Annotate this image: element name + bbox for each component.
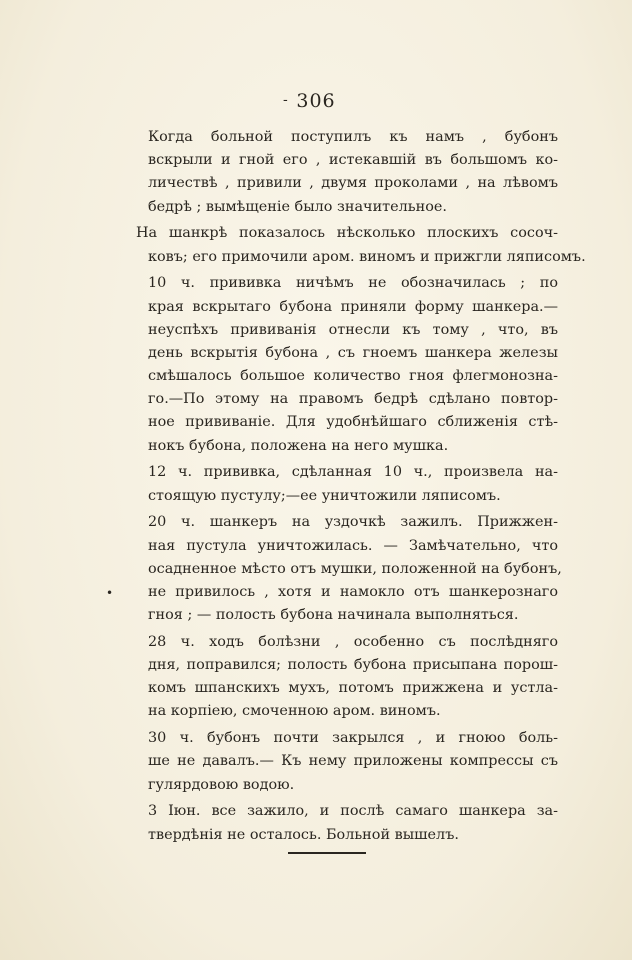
- header-mark: -: [283, 92, 289, 108]
- text-line: не привилось , хотя и намокло отъ шанкерознаго: [148, 583, 558, 600]
- text-line: 3 Іюн. все зажило, и послѣ самаго шанкера за-: [148, 803, 558, 820]
- text-line: гноя ; — полость бубона начинала выполняться.: [148, 607, 519, 624]
- text-line: неуспѣхъ прививанія отнесли къ тому , что, въ: [148, 321, 558, 338]
- text-line: стоящую пустулу;—ее уничтожили ляписомъ.: [148, 487, 501, 504]
- text-line: день вскрытія бубона , съ гноемъ шанкера железы: [148, 344, 558, 361]
- end-rule: [288, 852, 366, 854]
- text-line: На шанкрѣ показалось нѣсколько плоскихъ сосоч-: [136, 225, 558, 242]
- text-line: края вскрытаго бубона приняли форму шанкера.—: [148, 298, 558, 315]
- text-line: 20 ч. шанкеръ на уздочкѣ зажилъ. Прижжен-: [148, 514, 558, 531]
- text-line: комъ шпанскихъ мухъ, потомъ прижжена и устла-: [148, 680, 558, 697]
- paragraph: [148, 727, 558, 797]
- paragraph: [136, 222, 586, 268]
- text-line: ная пустула уничтожилась. — Замѣчательно, что: [148, 537, 558, 554]
- paragraph: [148, 272, 558, 458]
- text-line: ное прививаніе. Для удобнѣйшаго сближенія стѣ-: [148, 414, 558, 431]
- paragraph: [148, 631, 558, 724]
- margin-mark: •: [106, 586, 114, 600]
- body-text: [136, 126, 586, 847]
- text-line: бедрѣ ; вымѣщеніе было значительное.: [148, 198, 447, 215]
- text-line: твердѣнія не осталось. Больной вышелъ.: [148, 826, 459, 843]
- paragraph: [148, 126, 558, 219]
- text-line: 10 ч. прививка ничѣмъ не обозначилась ; по: [148, 275, 558, 292]
- text-line: смѣшалось большое количество гноя флегмонозна-: [148, 368, 558, 385]
- paragraph: [148, 800, 558, 846]
- page-number: [0, 90, 632, 112]
- text-line: го.—По этому на правомъ бедрѣ сдѣлано повтор-: [148, 391, 558, 408]
- text-line: ше не давалъ.— Къ нему приложены компрессы съ: [148, 753, 558, 770]
- text-line: нокъ бубона, положена на него мушка.: [148, 437, 449, 454]
- text-line: ковъ; его примочили аром. виномъ и прижгли ляписомъ.: [148, 248, 586, 265]
- text-line: вскрыли и гной его , истекавшій въ большомъ ко-: [148, 152, 558, 169]
- text-line: 12 ч. прививка, сдѣланная 10 ч., произвела на-: [148, 464, 558, 481]
- page-number-text: 306: [296, 90, 336, 112]
- text-line: 30 ч. бубонъ почти закрылся , и гноюо боль-: [148, 730, 558, 747]
- text-line: личествѣ , привили , двумя проколами , на лѣвомъ: [148, 175, 558, 192]
- paragraph: [148, 511, 562, 627]
- text-line: на корпіею, смоченною аром. виномъ.: [148, 703, 441, 720]
- text-line: осадненное мѣсто отъ мушки, положенной на бубонъ,: [148, 560, 562, 577]
- paragraph: [148, 461, 558, 507]
- text-line: гулярдовою водою.: [148, 776, 295, 793]
- text-line: дня, поправился; полость бубона присыпана порош-: [148, 657, 558, 674]
- text-line: 28 ч. ходъ болѣзни , особенно съ послѣдняго: [148, 633, 558, 650]
- text-line: Когда больной поступилъ къ намъ , бубонъ: [148, 129, 558, 145]
